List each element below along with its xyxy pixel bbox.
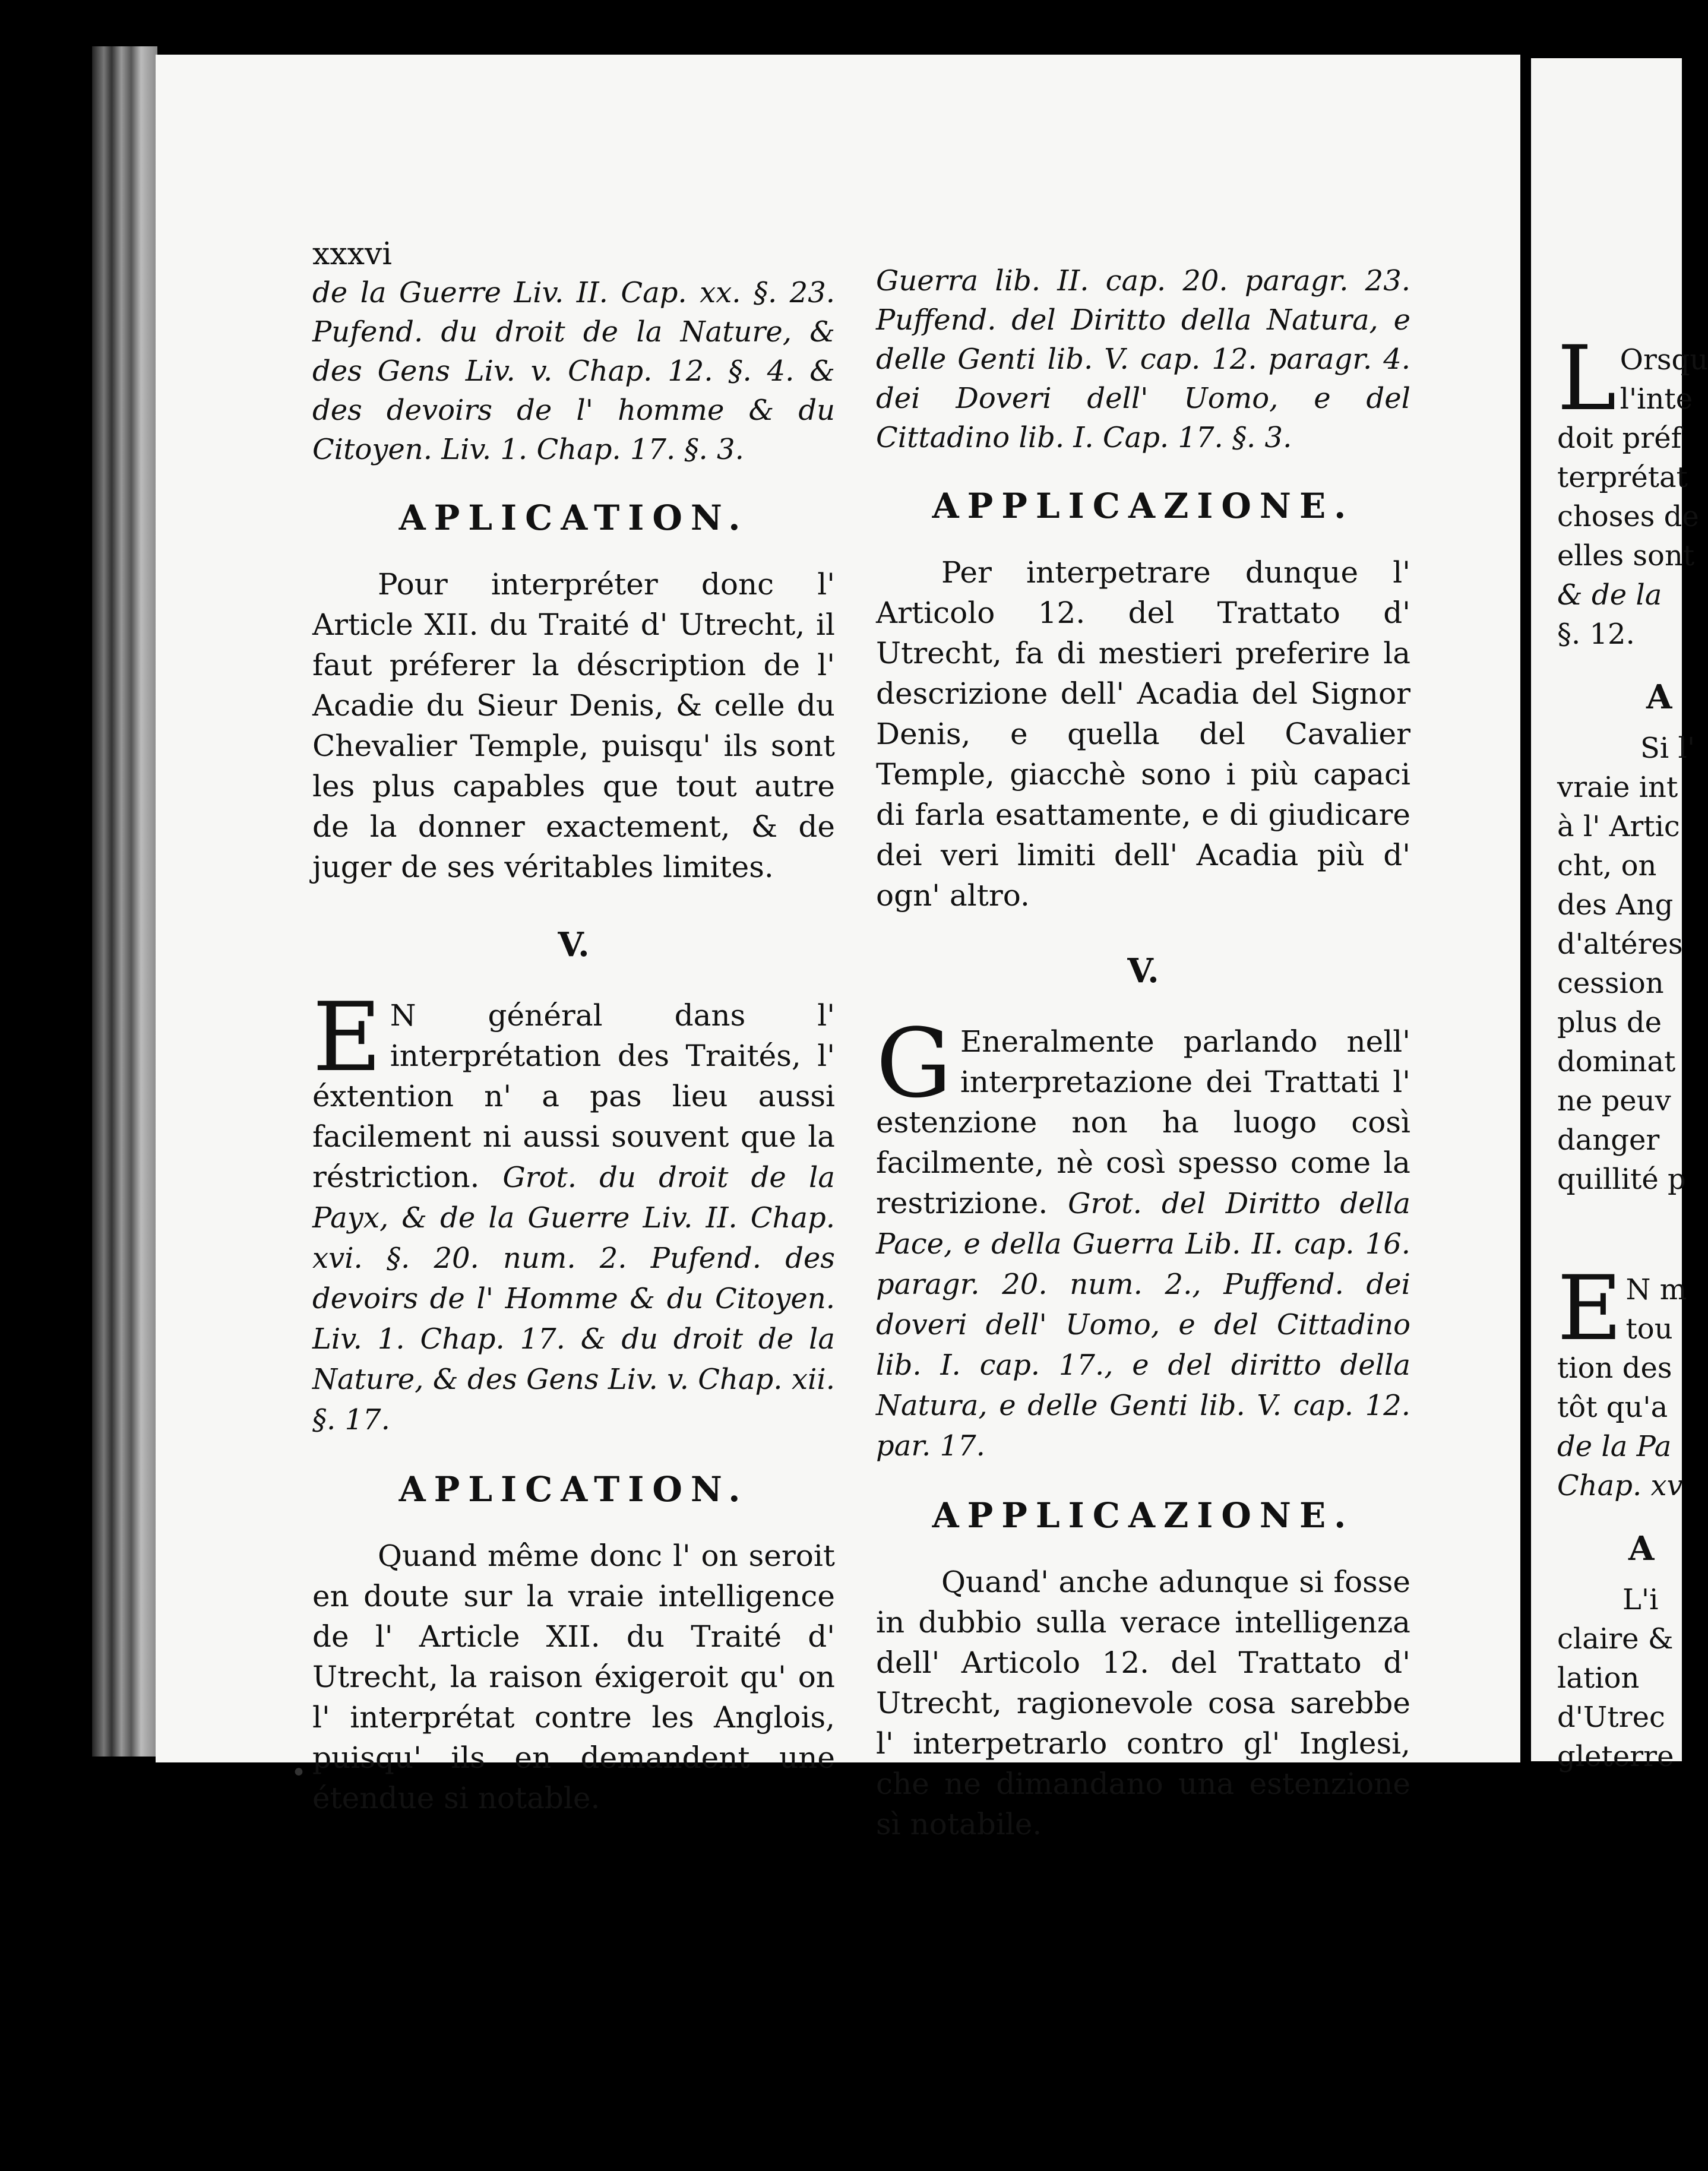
facing-line: d'altéres [1557,928,1683,961]
facing-line: terprétat [1557,461,1688,494]
facing-heading-b: A [1628,1529,1655,1568]
facing-line: ne peuv [1557,1084,1671,1118]
facing-line: l'inte [1620,382,1693,416]
french-citation-top: de la Guerre Liv. II. Cap. xx. §. 23. Pufend. du droit de la Nature, & des Gens Liv. v. Chap. 12. §. 4. & des devoirs de l' homme & du Citoyen. Liv. 1. Chap. 17. §. 3. [312,276,835,466]
facing-line: elles sont [1557,539,1695,572]
facing-line: à l' Artic [1557,810,1680,843]
italian-section-numeral: V. [1127,951,1159,990]
italian-heading-applicazione-2: APPLICAZIONE. [932,1495,1355,1536]
italian-paragraph-2 [876,1008,1410,1466]
facing-dropcap-e: E [1557,1257,1622,1360]
french-citation-2: Grot. du droit de la Payx, & de la Guerre Liv. II. Chap. xvi. §. 20. num. 2. Pufend. des devoirs de l' Homme & du Citoyen. Liv. 1. Chap. 17. & du droit de la Nature, & des Gens Liv. v. Chap. xii. §. 17. [312,1161,835,1436]
facing-line: Orsqu [1620,343,1708,376]
facing-line: §. 12. [1557,618,1635,651]
facing-line: N m [1625,1273,1687,1306]
italian-dropcap: G [876,1008,952,1119]
facing-line: cht, on [1557,849,1657,882]
ink-speck: • [291,1758,306,1788]
facing-line: gleterre [1557,1740,1674,1773]
italian-heading-applicazione-1: APPLICAZIONE. [932,486,1355,526]
facing-line: tion des [1557,1352,1672,1385]
facing-dropcap-l: L [1557,327,1617,431]
facing-line: de la Pa [1557,1430,1672,1463]
facing-line: tôt qu'a [1557,1391,1668,1424]
facing-line: Chap. xv [1557,1469,1683,1502]
facing-line: vraie int [1557,771,1678,804]
page-number: xxxvi [312,236,392,272]
italian-paragraph-3: Quand' anche adunque si fosse in dubbio sulla verace intelligenza dell' Articolo 12. del Trattato d' Utrecht, ragionevole cosa sarebbe l' interpetrarlo contro gl' Inglesi, che ne dimandano una estenzione sì notabile. [876,1565,1410,1841]
french-paragraph-1: Pour interpréter donc l' Article XII. du Traité d' Utrecht, il faut préferer la déscription de l' Acadie du Sieur Denis, & celle du Chevalier Temple, puisqu' ils sont les plus capables que tout autre de la donner exactement, & de juger de ses véritables limites. [312,567,835,884]
book-spine-edge [92,46,157,1757]
facing-line: lation [1557,1662,1640,1695]
italian-paragraph-1: Per interpetrare dunque l' Articolo 12. del Trattato d' Utrecht, fa di mestieri preferire la descrizione dell' Acadia del Signor Denis, e quella del Cavalier Temple, giacchè sono i più capaci di farla esattamente, e di giudicare dei veri limiti dell' Acadia più d' ogn' altro. [876,555,1410,913]
italian-citation-top: Guerra lib. II. cap. 20. paragr. 23. Puffend. del Diritto della Natura, e delle Genti lib. V. cap. 12. paragr. 4. dei Doveri dell' Uomo, e del Cittadino lib. I. Cap. 17. §. 3. [876,264,1410,454]
french-heading-aplication-2: APLICATION. [398,1469,749,1509]
facing-line: & de la [1557,578,1662,612]
facing-line: dominat [1557,1045,1676,1078]
facing-line: cession [1557,967,1664,1000]
french-heading-aplication-1: APLICATION. [398,498,749,538]
french-paragraph-2-text: N général dans l' interprétation des Traités, l' éxtention n' a pas lieu aussi facilement ni aussi souvent que la réstriction. [312,998,835,1194]
facing-line: choses de [1557,500,1699,533]
facing-heading-a: A [1646,678,1672,717]
facing-line: quillité p [1557,1163,1686,1196]
facing-line: tou [1625,1312,1673,1346]
italian-citation-2: Grot. del Diritto della Pace, e della Guerra Lib. II. cap. 16. paragr. 20. num. 2., Puffend. dei doveri dell' Uomo, e del Cittadino lib. I. cap. 17., e del diritto della Natura, e delle Genti lib. V. cap. 12. par. 17. [876,1187,1410,1463]
facing-line: Si l' [1640,732,1696,765]
french-column [312,273,835,1818]
facing-line: danger [1557,1124,1660,1157]
italian-paragraph-2-text: Eneralmente parlando nell' interpretazione dei Trattati l' estenzione non ha luogo così facilmente, nè così spesso come la restrizione. [876,1024,1410,1220]
french-paragraph-3: Quand même donc l' on seroit en doute sur la vraie intelligence de l' Article XII. du Traité d' Utrecht, la raison éxigeroit qu' on l' interprétat contre les Anglois, puisqu' ils en demandent une étendue si notable. [312,1539,835,1815]
italian-column [876,261,1410,1844]
facing-line: plus de [1557,1006,1662,1039]
facing-line: L'i [1622,1583,1659,1616]
french-paragraph-2 [312,982,835,1439]
facing-line: d'Utrec [1557,1701,1665,1734]
french-dropcap: E [312,982,382,1093]
facing-line: des Ang [1557,888,1674,922]
facing-page [1531,58,1708,1773]
facing-line: doit préf [1557,422,1682,455]
french-section-numeral: V. [558,925,590,964]
facing-line: claire & [1557,1622,1674,1656]
